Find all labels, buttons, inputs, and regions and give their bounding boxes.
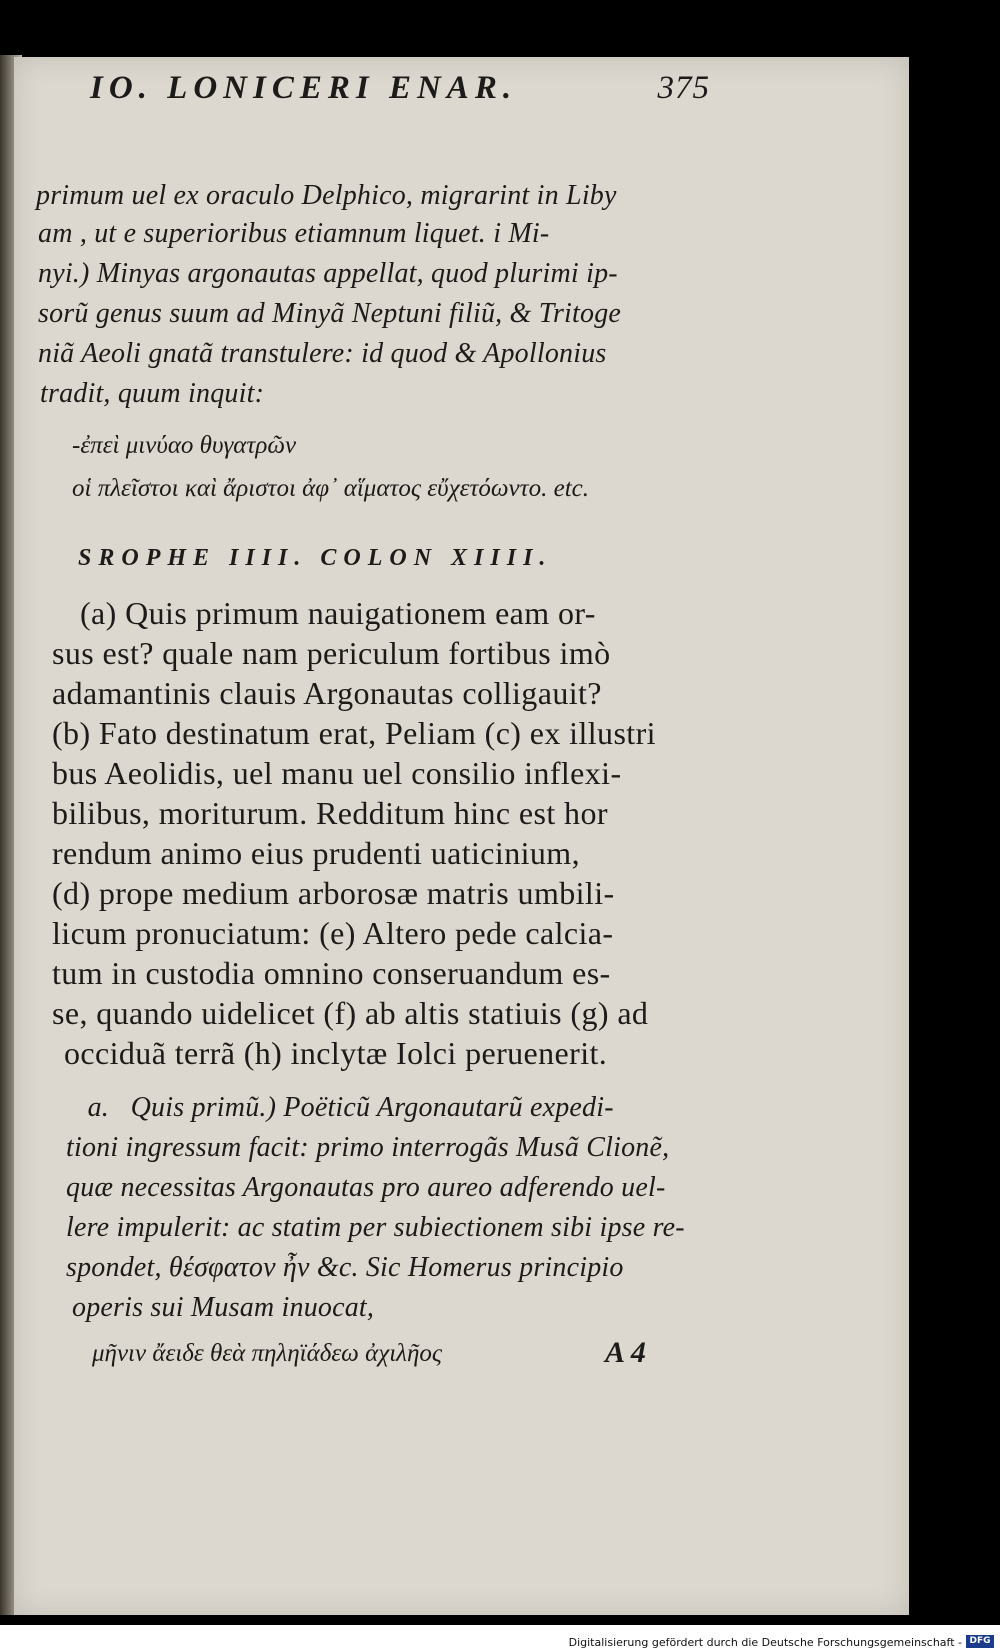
main-text-line-8: (d) prope medium arborosæ matris umbili- <box>52 875 615 911</box>
commentary-bottom-line-4: lere impulerit: ac statim per subiectionem sibi ipse re- <box>66 1212 685 1243</box>
main-text-line-5: bus Aeolidis, uel manu uel consilio inflexi- <box>52 755 622 791</box>
page-number: 375 <box>657 70 710 106</box>
main-text-line-12: occiduã terrã (h) inclytæ Iolci peruenerit. <box>64 1035 608 1071</box>
commentary-bottom-line-6: operis sui Musam inuocat, <box>72 1292 375 1323</box>
commentary-bottom-line-3: quæ necessitas Argonautas pro aureo adferendo uel- <box>66 1172 666 1203</box>
section-heading: SROPHE IIII. COLON XIIII. <box>78 545 553 571</box>
main-text-line-10: tum in custodia omnino conseruandum es- <box>52 955 611 991</box>
running-head-title: IO. LONICERI ENAR. <box>90 70 518 106</box>
main-text-line-6: bilibus, moriturum. Redditum hinc est hor <box>52 795 608 831</box>
footer-credit: Digitalisierung gefördert durch die Deutsche Forschungsgemeinschaft - <box>568 1636 962 1649</box>
commentary-line-2: am , ut e superioribus etiamnum liquet. i Mi- <box>38 218 550 249</box>
greek-last-line: μῆνιν ἄειδε θεὰ πηληϊάδεω ἀχιλῆος <box>92 1340 443 1367</box>
greek-quote-line-1: -ἐπεὶ μινύαο θυγατρῶν <box>72 432 297 459</box>
commentary-line-4: sorũ genus suum ad Minyã Neptuni filiũ, & Tritoge <box>38 298 622 329</box>
running-head <box>90 70 710 107</box>
main-text-line-7: rendum animo eius prudenti uaticinium, <box>52 835 580 871</box>
commentary-line-5: niã Aeoli gnatã transtulere: id quod & Apollonius <box>38 338 607 369</box>
commentary-line-3: nyi.) Minyas argonautas appellat, quod plurimi ip- <box>38 258 618 289</box>
commentary-bottom-line-1: a. Quis primũ.) Poëticũ Argonautarũ expedi- <box>66 1092 614 1123</box>
main-text-line-4: (b) Fato destinatum erat, Peliam (c) ex illustri <box>52 715 656 751</box>
signature-mark: A 4 <box>605 1336 646 1369</box>
main-text-line-9: licum pronuciatum: (e) Altero pede calcia- <box>52 915 614 951</box>
commentary-bottom-line-5: spondet, θέσφατον ἦν &c. Sic Homerus principio <box>66 1252 624 1283</box>
main-text-line-1: (a) Quis primum nauigationem eam or- <box>80 595 596 631</box>
commentary-line-6: tradit, quum inquit: <box>40 378 265 409</box>
main-text-line-11: se, quando uidelicet (f) ab altis statiuis (g) ad <box>52 995 649 1031</box>
greek-quote-line-2: οἱ πλεῖστοι καὶ ἄριστοι ἀφ᾽ αἵματος εὔχετόωντο. etc. <box>72 475 589 502</box>
commentary-bottom-line-2: tioni ingressum facit: primo interrogãs Musã Clionẽ, <box>66 1132 670 1163</box>
commentary-line-1: primum uel ex oraculo Delphico, migrarint in Liby <box>36 180 617 211</box>
main-text-line-2: sus est? quale nam periculum fortibus imò <box>52 635 611 671</box>
dfg-logo: DFG <box>966 1635 994 1648</box>
main-text-line-3: adamantinis clauis Argonautas colligauit? <box>52 675 602 711</box>
